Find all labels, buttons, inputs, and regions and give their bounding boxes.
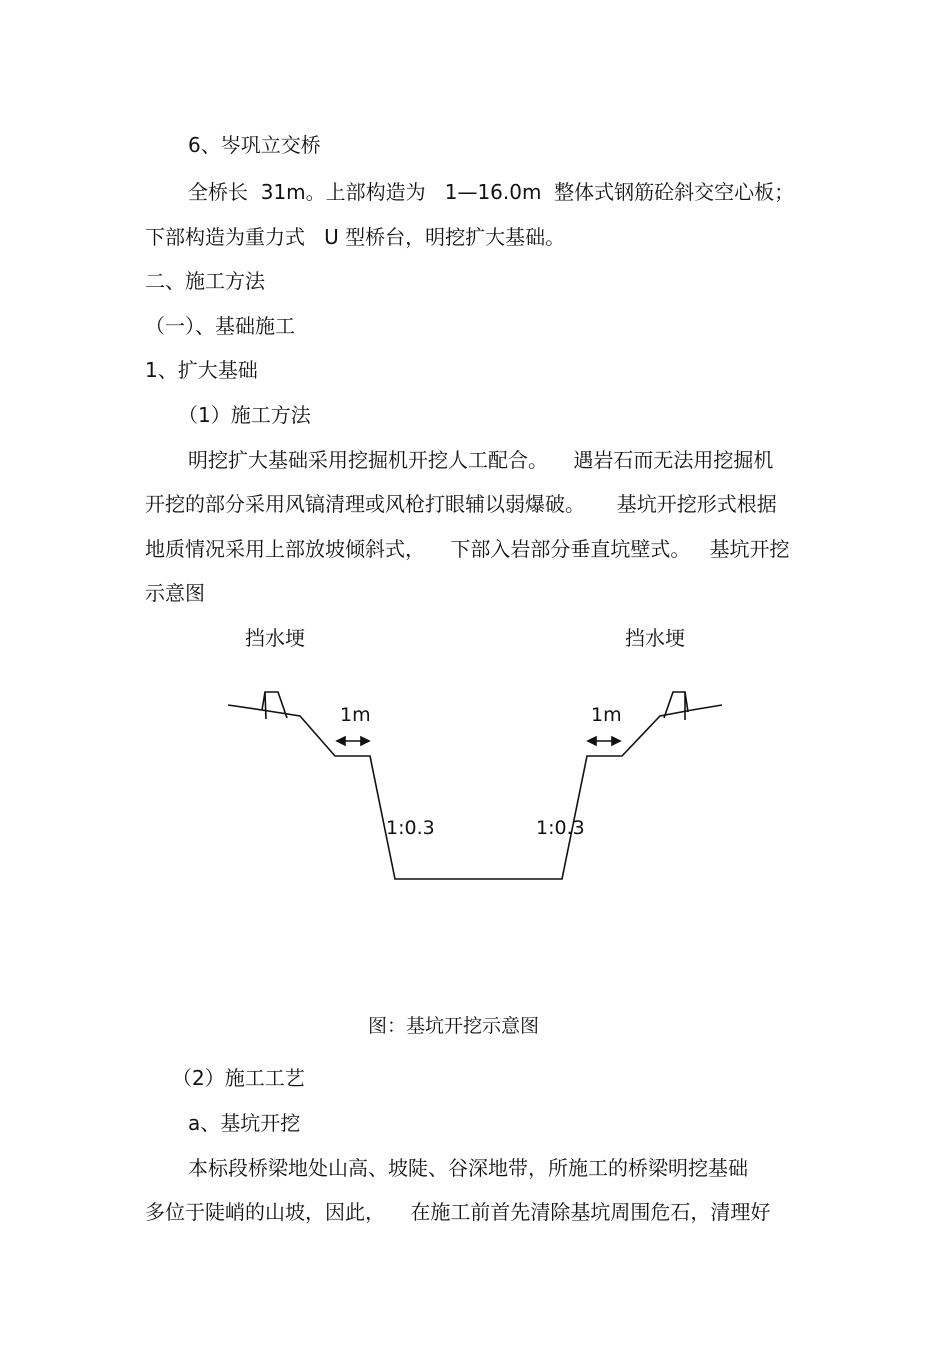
right-dam-label: 挡水埂 <box>625 626 685 650</box>
subsection-heading: a、基坑开挖 <box>188 1111 301 1135</box>
paragraph-line: 全桥长 31m。上部构造为 1—16.0m 整体式钢筋砼斜交空心板； <box>188 180 795 204</box>
pit-profile <box>228 692 722 879</box>
section-heading-6: 6、岑巩立交桥 <box>188 133 321 157</box>
paragraph-line: 多位于陡峭的山坡，因此， 在施工前首先清除基坑周围危石，清理好 <box>145 1200 771 1224</box>
left-slope-label: 1:0.3 <box>386 817 435 839</box>
dimension-arrows <box>337 737 620 745</box>
paragraph-line: 示意图 <box>145 581 205 605</box>
paragraph-line: 下部构造为重力式 U 型桥台，明挖扩大基础。 <box>145 225 566 249</box>
left-width-label: 1m <box>340 704 371 726</box>
right-slope-label: 1:0.3 <box>536 817 585 839</box>
subsection-heading: 1、扩大基础 <box>145 358 258 382</box>
paragraph-line: 开挖的部分采用风镐清理或风枪打眼辅以弱爆破。 基坑开挖形式根据 <box>145 492 777 516</box>
left-dam-label: 挡水埂 <box>245 626 305 650</box>
subsection-heading: （一）、基础施工 <box>145 314 295 338</box>
paragraph-line: 本标段桥梁地处山高、坡陡、谷深地带，所施工的桥梁明挖基础 <box>188 1156 748 1180</box>
subsection-heading: （2）施工工艺 <box>172 1066 305 1090</box>
right-width-label: 1m <box>591 704 622 726</box>
section-heading-2: 二、施工方法 <box>145 269 265 293</box>
paragraph-line: 明挖扩大基础采用挖掘机开挖人工配合。 遇岩石而无法用挖掘机 <box>188 448 774 472</box>
subsection-heading: （1）施工方法 <box>178 403 311 427</box>
figure-caption: 图：基坑开挖示意图 <box>368 1015 540 1037</box>
paragraph-line: 地质情况采用上部放坡倾斜式， 下部入岩部分垂直坑壁式。 基坑开挖 <box>145 537 790 561</box>
